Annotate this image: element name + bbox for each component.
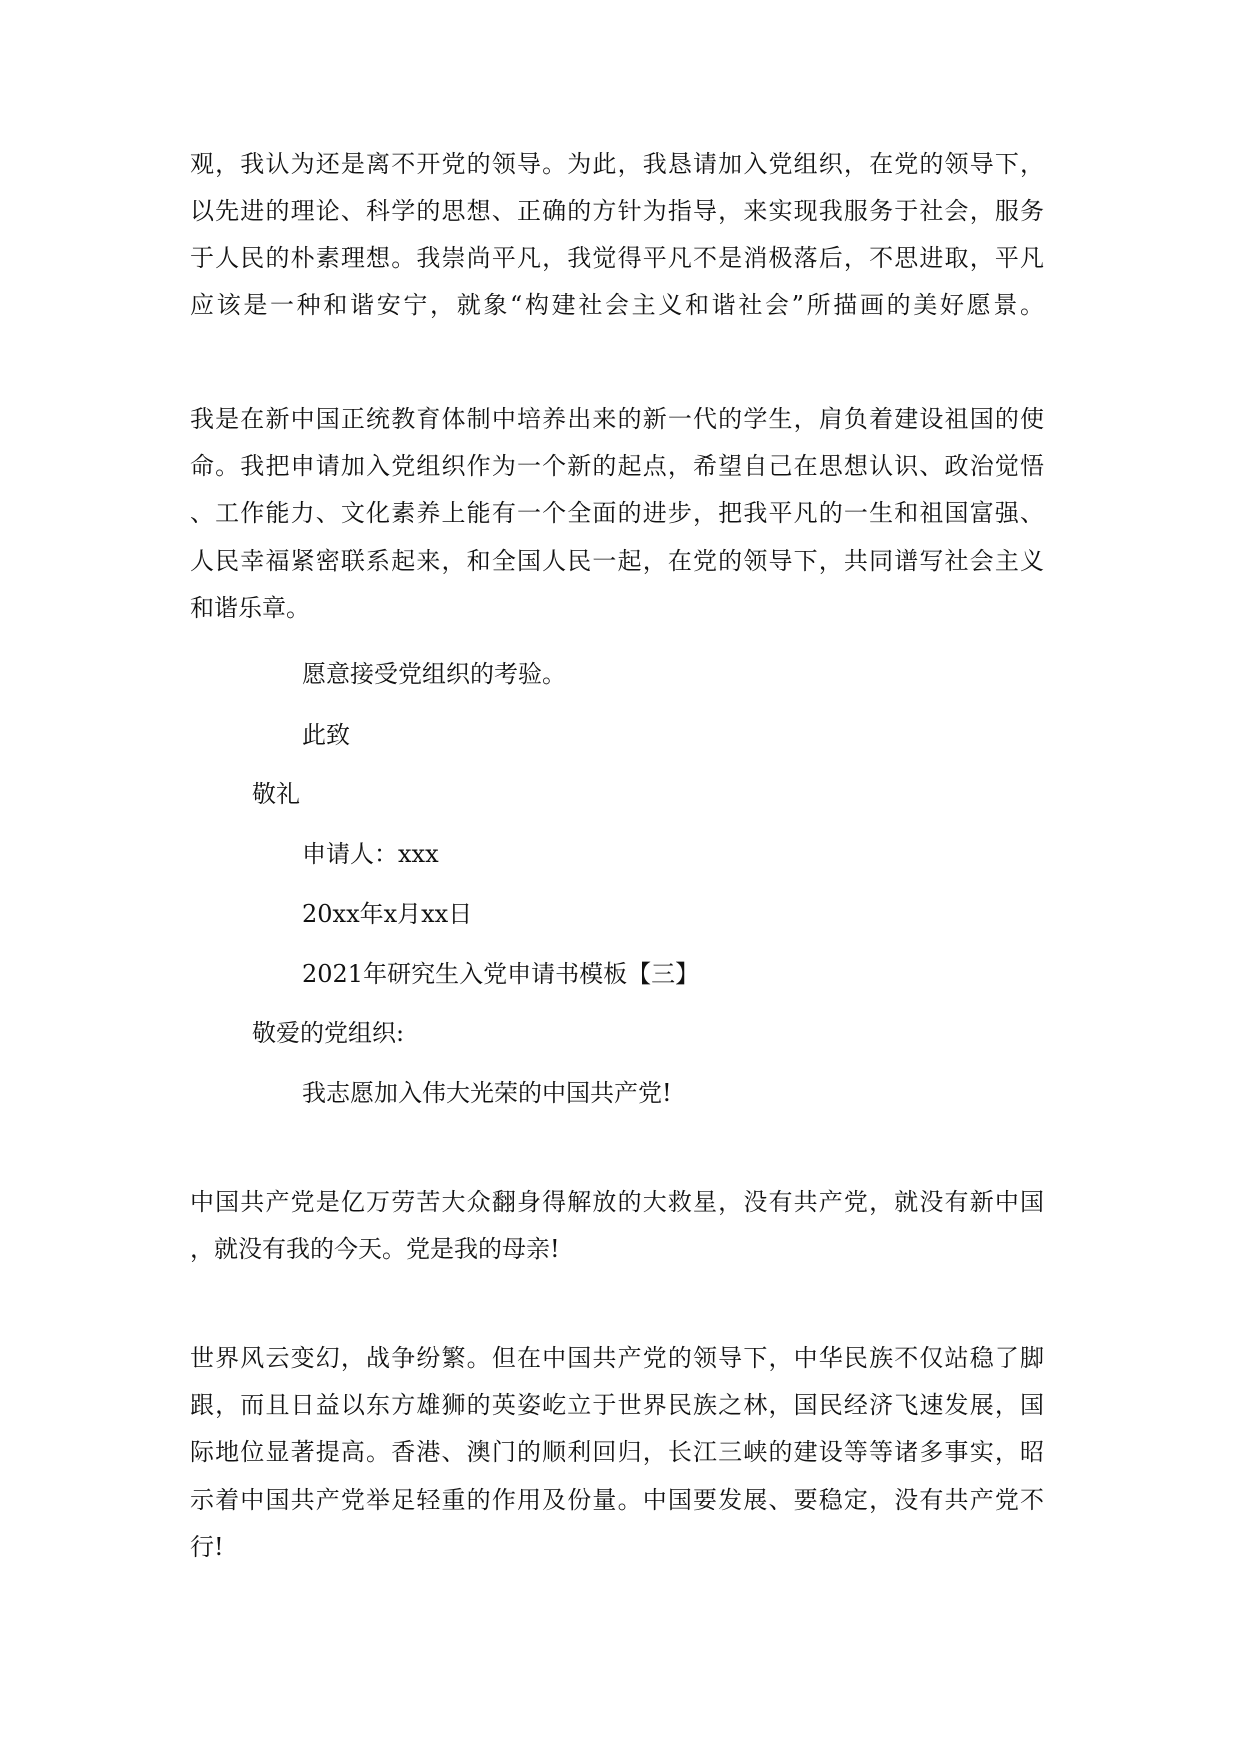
paragraph-2-line-3: 、工作能力、文化素养上能有一个全面的进步，把我平凡的一生和祖国富强、 xyxy=(190,499,1044,527)
paragraph-2-line-5: 和谐乐章。 xyxy=(190,594,310,622)
paragraph-2-line-1: 我是在新中国正统教育体制中培养出来的新一代的学生，肩负着建设祖国的使 xyxy=(190,405,1044,433)
paragraph-2-line-4: 人民幸福紧密联系起来，和全国人民一起，在党的领导下，共同谱写社会主义 xyxy=(190,547,1044,575)
willing-line: 愿意接受党组织的考验。 xyxy=(302,660,566,688)
paragraph-4-line-4: 示着中国共产党举足轻重的作用及份量。中国要发展、要稳定，没有共产党不 xyxy=(190,1486,1044,1514)
section-title: 2021年研究生入党申请书模板【三】 xyxy=(302,960,700,988)
opening-line: 我志愿加入伟大光荣的中国共产党! xyxy=(302,1079,672,1107)
paragraph-4-line-5: 行! xyxy=(190,1533,224,1561)
date-line: 20xx年x月xx日 xyxy=(302,900,473,928)
paragraph-4-line-1: 世界风云变幻，战争纷繁。但在中国共产党的领导下，中华民族不仅站稳了脚 xyxy=(190,1344,1044,1372)
paragraph-1-line-4: 应该是一种和谐安宁，就象“构建社会主义和谐社会”所描画的美好愿景。 xyxy=(190,291,1044,319)
applicant-line: 申请人：xxx xyxy=(302,840,439,868)
paragraph-3-line-2: ，就没有我的今天。党是我的母亲! xyxy=(190,1235,560,1263)
paragraph-4-line-2: 跟，而且日益以东方雄狮的英姿屹立于世界民族之林，国民经济飞速发展，国 xyxy=(190,1391,1044,1419)
paragraph-3-line-1: 中国共产党是亿万劳苦大众翻身得解放的大救星，没有共产党，就没有新中国 xyxy=(190,1188,1044,1216)
paragraph-4-line-3: 际地位显著提高。香港、澳门的顺利回归，长江三峡的建设等等诸多事实，昭 xyxy=(190,1438,1044,1466)
paragraph-1-line-1: 观，我认为还是离不开党的领导。为此，我恳请加入党组织，在党的领导下， xyxy=(190,150,1044,178)
paragraph-1-line-3: 于人民的朴素理想。我崇尚平凡，我觉得平凡不是消极落后，不思进取，平凡 xyxy=(190,244,1044,272)
salutation: 敬爱的党组织: xyxy=(252,1019,405,1047)
closing-ci-zhi: 此致 xyxy=(302,721,350,749)
paragraph-2-line-2: 命。我把申请加入党组织作为一个新的起点，希望自己在思想认识、政治觉悟 xyxy=(190,452,1044,480)
paragraph-1-line-2: 以先进的理论、科学的思想、正确的方针为指导，来实现我服务于社会，服务 xyxy=(190,197,1044,225)
closing-jing-li: 敬礼 xyxy=(252,780,300,808)
